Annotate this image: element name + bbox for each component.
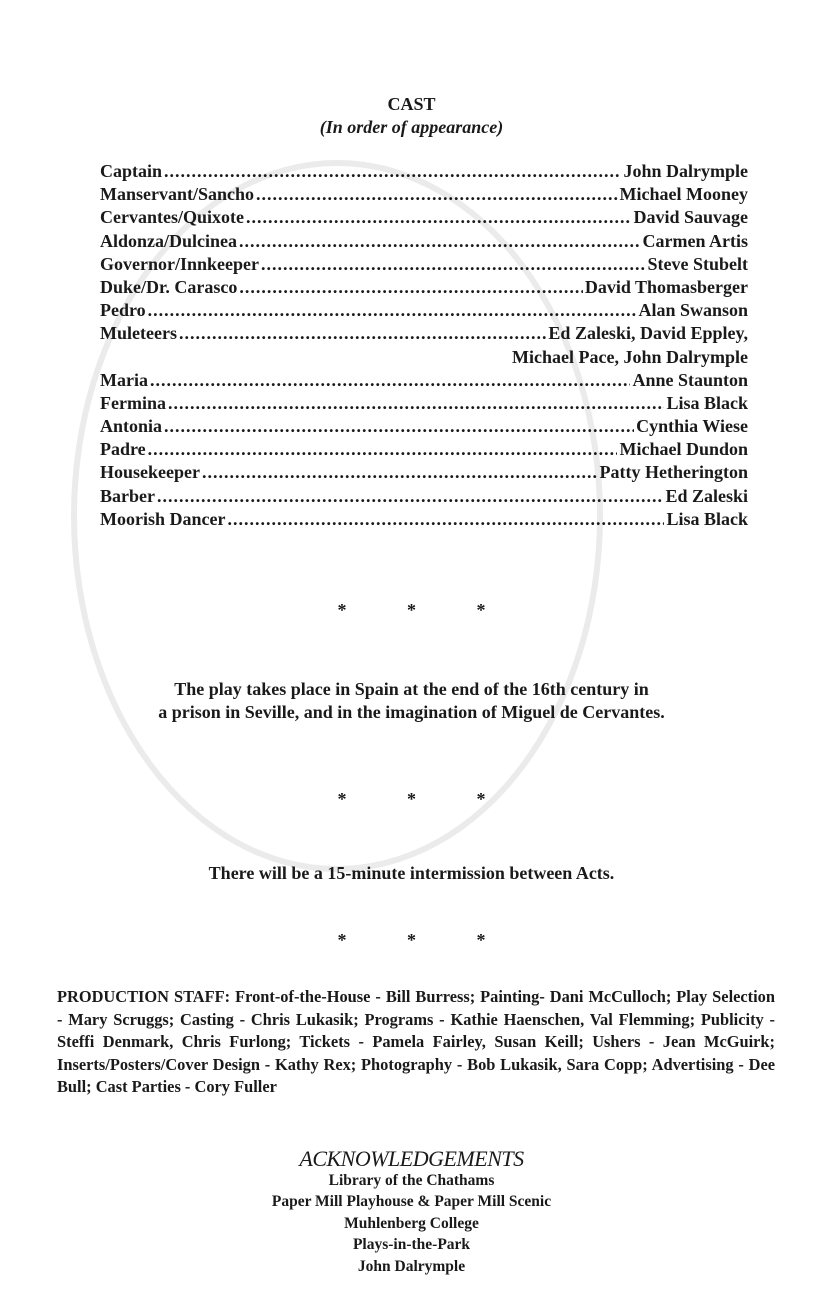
dot-leader [150, 369, 630, 392]
dot-leader [261, 253, 646, 276]
cast-role: Muleteers [100, 323, 177, 344]
cast-actor: Ed Zaleski, David Eppley, [548, 323, 748, 344]
dot-leader [164, 160, 621, 183]
cast-actor: Steve Stubelt [647, 253, 748, 274]
cast-role: Cervantes/Quixote [100, 207, 244, 228]
cast-actor: John Dalrymple [623, 161, 748, 181]
acknowledgement-item: John Dalrymple [357, 1257, 466, 1275]
cast-role: Governor/Innkeeper [100, 253, 259, 274]
acknowledgement-item: Paper Mill Playhouse & Paper Mill Scenic [271, 1193, 552, 1211]
dot-leader [239, 230, 641, 253]
cast-role: Barber [100, 485, 155, 506]
setting-note-line: The play takes place in Spain at the end of the 16th century in [174, 679, 649, 699]
cast-row [100, 369, 748, 392]
acknowledgements-heading: ACKNOWLEDGEMENTS [299, 1146, 524, 1171]
cast-row-continuation: Michael Pace, John Dalrymple [512, 346, 748, 367]
cast-actor: Anne Staunton [632, 369, 748, 390]
dot-leader [256, 183, 618, 206]
cast-row [100, 461, 748, 484]
cast-role: Pedro [100, 300, 146, 321]
cast-row [100, 485, 748, 508]
dot-leader [179, 322, 546, 345]
cast-actor: Michael Dundon [619, 439, 748, 460]
cast-actor: David Sauvage [633, 207, 748, 228]
dot-leader [202, 461, 598, 484]
cast-row [100, 183, 748, 206]
cast-actor: Patty Hetherington [599, 462, 748, 483]
setting-note-line: a prison in Seville, and in the imagination of Miguel de Cervantes. [158, 702, 665, 722]
cast-role: Padre [100, 439, 146, 460]
production-staff: PRODUCTION STAFF: Front-of-the-House - Bill Burress; Painting- Dani McCulloch; Play Selection - Mary Scruggs; Casting - Chris Lukasik; Programs - Kathie Haenschen, Val Flemming; Publicity - Steffi Denmark, Chris Furlong; Tickets - Pamela Fairley, Susan Keill; Ushers - Jean McGuirk; Inserts/Posters/Cover Design - Kathy Rex; Photography - Bob Lukasik, Sara Copp; Advertising - Dee Bull; Cast Parties - Cory Fuller [57, 987, 775, 1097]
cast-role: Housekeeper [100, 462, 200, 483]
dot-leader [148, 299, 637, 322]
cast-row [100, 438, 748, 461]
setting-note [0, 678, 823, 724]
cast-role: Maria [100, 369, 148, 390]
cast-row [100, 253, 748, 276]
cast-row [100, 230, 748, 253]
cast-actor: Michael Mooney [619, 184, 748, 205]
acknowledgement-item: Library of the Chathams [328, 1172, 495, 1189]
cast-actor: Carmen Artis [642, 230, 748, 251]
dot-leader [168, 392, 664, 415]
cast-row [100, 206, 748, 229]
dot-leader [239, 276, 582, 299]
cast-row [100, 415, 748, 438]
dot-leader [148, 438, 618, 461]
separator-stars: * * * [337, 930, 486, 950]
acknowledgement-item: Plays-in-the-Park [352, 1236, 471, 1254]
cast-actor: Alan Swanson [638, 300, 748, 321]
cast-role: Manservant/Sancho [100, 184, 255, 205]
cast-actor: Lisa Black [666, 508, 748, 529]
acknowledgement-item: Muhlenberg College [344, 1214, 479, 1232]
cast-actor: Lisa Black [666, 392, 748, 413]
cast-actor: David Thomasberger [584, 276, 748, 297]
cast-subheading: (In order of appearance) [319, 117, 504, 137]
dot-leader [157, 485, 663, 508]
dot-leader [227, 508, 664, 531]
dot-leader [246, 206, 631, 229]
cast-row [100, 392, 748, 415]
separator-stars: * * * [337, 600, 486, 620]
cast-row [100, 299, 748, 322]
cast-row [100, 322, 748, 345]
cast-role: Aldonza/Dulcinea [100, 230, 238, 251]
acknowledgements-list [0, 1170, 823, 1277]
intermission-note: There will be a 15-minute intermission between Acts. [208, 863, 615, 883]
cast-actor: Cynthia Wiese [636, 416, 748, 437]
cast-actor: Ed Zaleski [665, 485, 748, 506]
cast-row [100, 276, 748, 299]
cast-list [100, 160, 748, 531]
cast-role: Captain [100, 161, 163, 181]
cast-row [100, 508, 748, 531]
dot-leader [164, 415, 634, 438]
cast-row [100, 160, 748, 183]
cast-role: Fermina [100, 392, 166, 413]
separator-stars: * * * [337, 789, 486, 809]
cast-heading: CAST [387, 94, 436, 114]
cast-role: Duke/Dr. Carasco [100, 276, 238, 297]
cast-role: Antonia [100, 416, 163, 437]
cast-role: Moorish Dancer [100, 508, 226, 529]
